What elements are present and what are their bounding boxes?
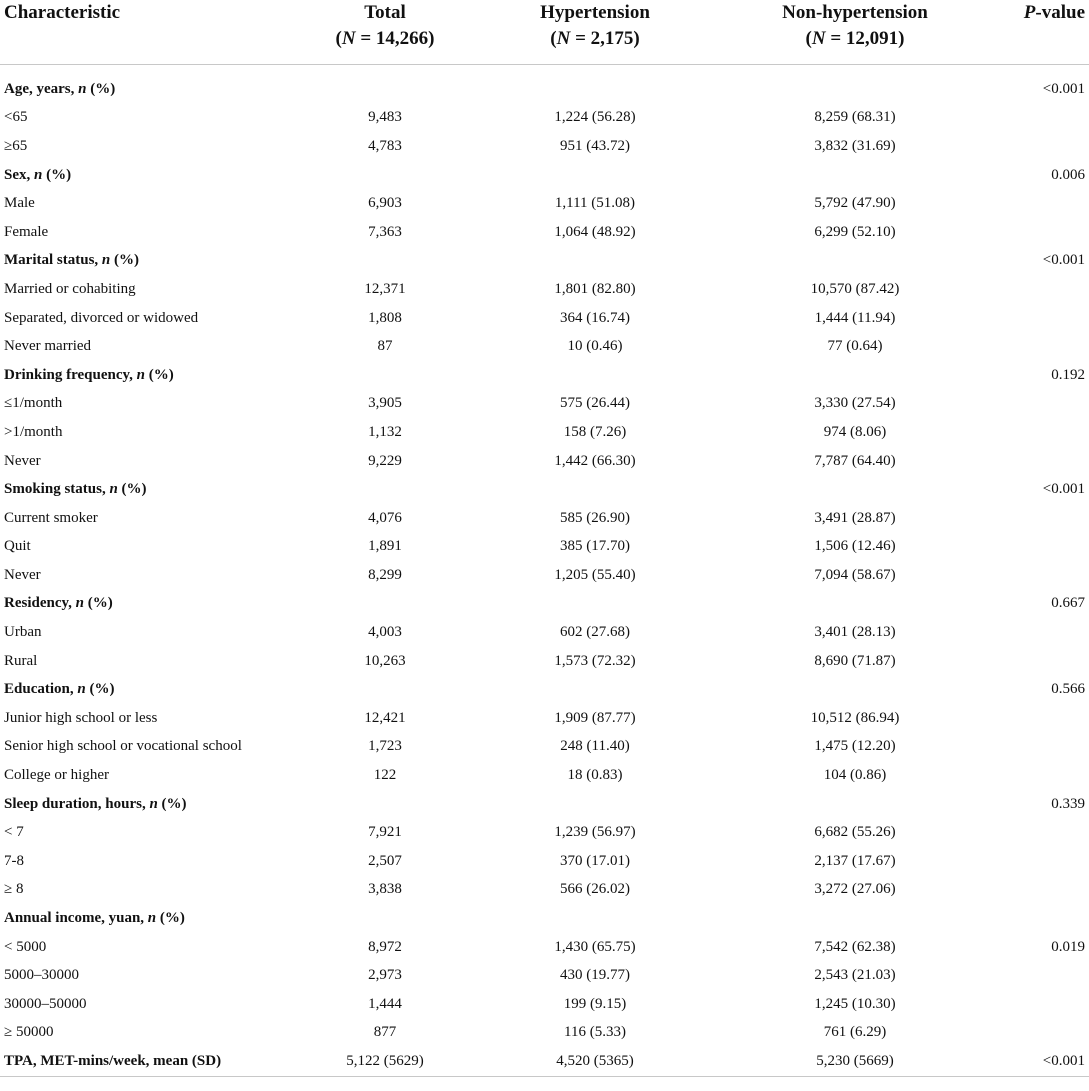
total-cell bbox=[300, 904, 470, 933]
p-value-cell bbox=[990, 104, 1089, 133]
table-row bbox=[0, 189, 1089, 218]
hypertension-cell: 1,205 (55.40) bbox=[554, 566, 636, 583]
table-row bbox=[0, 561, 1089, 590]
total-cell: 877 bbox=[373, 1024, 397, 1041]
non-hypertension-cell: 1,444 (11.94) bbox=[814, 309, 896, 326]
total-cell: 7,363 bbox=[368, 223, 402, 240]
non-hypertension-cell: 3,832 (31.69) bbox=[814, 137, 896, 154]
total-cell: 6,903 bbox=[368, 195, 402, 212]
p-value-cell bbox=[990, 904, 1089, 933]
header-spacer-row bbox=[0, 65, 1089, 76]
total-cell: 8,972 bbox=[368, 938, 402, 955]
p-value-cell bbox=[990, 132, 1089, 161]
table-row bbox=[0, 390, 1089, 419]
row-label: < 5000 bbox=[4, 938, 47, 955]
total-cell: 1,891 bbox=[368, 538, 402, 555]
table-row bbox=[0, 704, 1089, 733]
table-row bbox=[0, 961, 1089, 990]
group-row bbox=[0, 1047, 1089, 1076]
group-row bbox=[0, 590, 1089, 619]
total-cell: 4,076 bbox=[368, 509, 402, 526]
p-value-cell bbox=[990, 761, 1089, 790]
non-hypertension-cell: 2,137 (17.67) bbox=[814, 852, 896, 869]
non-hypertension-cell: 6,299 (52.10) bbox=[814, 223, 896, 240]
p-value-cell bbox=[990, 647, 1089, 676]
hypertension-cell bbox=[470, 161, 720, 190]
p-value-cell bbox=[990, 275, 1089, 304]
table-row bbox=[0, 332, 1089, 361]
row-label: ≤1/month bbox=[4, 395, 63, 412]
non-hypertension-cell: 3,330 (27.54) bbox=[814, 395, 896, 412]
hypertension-cell: 1,111 (51.08) bbox=[554, 195, 636, 212]
total-cell: 7,921 bbox=[368, 824, 402, 841]
hypertension-cell: 18 (0.83) bbox=[567, 767, 623, 784]
group-row bbox=[0, 790, 1089, 819]
total-cell: 2,973 bbox=[368, 967, 402, 984]
hypertension-cell bbox=[470, 675, 720, 704]
row-label: Never bbox=[4, 566, 41, 583]
table-row bbox=[0, 418, 1089, 447]
row-label: Never married bbox=[4, 338, 92, 355]
total-cell: 9,229 bbox=[368, 452, 402, 469]
hypertension-cell bbox=[470, 790, 720, 819]
hypertension-cell: 1,801 (82.80) bbox=[554, 280, 636, 297]
group-row bbox=[0, 75, 1089, 104]
non-hypertension-cell: 974 (8.06) bbox=[823, 423, 887, 440]
total-cell: 1,132 bbox=[368, 423, 402, 440]
hypertension-cell: 1,442 (66.30) bbox=[554, 452, 636, 469]
p-value-cell: 0.019 bbox=[1051, 938, 1085, 955]
hypertension-cell bbox=[470, 475, 720, 504]
non-hypertension-cell bbox=[720, 790, 990, 819]
total-cell: 5,122 (5629) bbox=[300, 1047, 470, 1076]
hypertension-cell: 1,430 (65.75) bbox=[554, 938, 636, 955]
header-characteristic: Characteristic bbox=[0, 0, 300, 65]
p-value-cell bbox=[990, 533, 1089, 562]
total-cell: 1,808 bbox=[368, 309, 402, 326]
hypertension-cell bbox=[470, 590, 720, 619]
hypertension-cell: 1,909 (87.77) bbox=[554, 709, 636, 726]
hypertension-cell: 575 (26.44) bbox=[560, 395, 630, 412]
non-hypertension-cell bbox=[720, 247, 990, 276]
hypertension-cell: 370 (17.01) bbox=[560, 852, 630, 869]
table-row bbox=[0, 733, 1089, 762]
hypertension-cell: 199 (9.15) bbox=[563, 995, 627, 1012]
total-cell: 1,723 bbox=[368, 738, 402, 755]
total-cell: 3,838 bbox=[368, 881, 402, 898]
non-hypertension-cell: 77 (0.64) bbox=[827, 338, 883, 355]
hypertension-cell: 585 (26.90) bbox=[560, 509, 630, 526]
total-cell bbox=[300, 590, 470, 619]
hypertension-cell: 385 (17.70) bbox=[560, 538, 630, 555]
p-value-cell bbox=[990, 818, 1089, 847]
row-label: 7-8 bbox=[4, 852, 24, 869]
total-cell: 2,507 bbox=[368, 852, 402, 869]
row-label: 30000–50000 bbox=[4, 995, 87, 1012]
p-value-cell: <0.001 bbox=[990, 1047, 1089, 1076]
table-row bbox=[0, 618, 1089, 647]
row-label: Junior high school or less bbox=[4, 709, 158, 726]
hypertension-cell: 1,239 (56.97) bbox=[554, 824, 636, 841]
table-row bbox=[0, 275, 1089, 304]
total-cell bbox=[300, 75, 470, 104]
hypertension-cell: 430 (19.77) bbox=[560, 967, 630, 984]
table-row bbox=[0, 847, 1089, 876]
table-row bbox=[0, 304, 1089, 333]
row-label: Sex, n (%) bbox=[4, 166, 72, 183]
non-hypertension-cell: 761 (6.29) bbox=[823, 1024, 887, 1041]
p-value-cell bbox=[990, 876, 1089, 905]
header-non-hypertension-label: Non-hypertension bbox=[782, 2, 928, 23]
row-label: Current smoker bbox=[4, 509, 98, 526]
p-value-cell: 0.667 bbox=[1051, 595, 1085, 612]
row-label: Smoking status, n (%) bbox=[4, 481, 147, 498]
p-value-cell bbox=[990, 504, 1089, 533]
row-label: Separated, divorced or widowed bbox=[4, 309, 199, 326]
header-total-count: (N = 14,266) bbox=[335, 28, 435, 49]
p-value-cell: <0.001 bbox=[1042, 252, 1085, 269]
non-hypertension-cell: 104 (0.86) bbox=[823, 767, 887, 784]
p-value-cell bbox=[990, 561, 1089, 590]
table-row bbox=[0, 533, 1089, 562]
p-value-cell bbox=[990, 189, 1089, 218]
hypertension-cell: 951 (43.72) bbox=[560, 137, 630, 154]
non-hypertension-cell bbox=[720, 904, 990, 933]
hypertension-cell: 602 (27.68) bbox=[560, 624, 630, 641]
table-row bbox=[0, 876, 1089, 905]
table-row bbox=[0, 132, 1089, 161]
non-hypertension-cell: 7,094 (58.67) bbox=[814, 566, 896, 583]
hypertension-cell: 364 (16.74) bbox=[560, 309, 630, 326]
row-label: Married or cohabiting bbox=[4, 280, 136, 297]
non-hypertension-cell: 10,570 (87.42) bbox=[810, 280, 900, 297]
p-value-cell: 0.566 bbox=[1051, 681, 1085, 698]
group-row bbox=[0, 675, 1089, 704]
p-value-cell: 0.192 bbox=[1051, 366, 1085, 383]
table-row bbox=[0, 104, 1089, 133]
hypertension-cell: 1,573 (72.32) bbox=[554, 652, 636, 669]
row-label: Rural bbox=[4, 652, 38, 669]
table-row bbox=[0, 990, 1089, 1019]
non-hypertension-cell: 1,506 (12.46) bbox=[814, 538, 896, 555]
hypertension-cell: 10 (0.46) bbox=[567, 338, 623, 355]
p-value-cell bbox=[990, 618, 1089, 647]
p-value-cell: 0.006 bbox=[1051, 166, 1085, 183]
total-cell: 10,263 bbox=[364, 652, 406, 669]
non-hypertension-cell bbox=[720, 475, 990, 504]
hypertension-cell: 116 (5.33) bbox=[564, 1024, 626, 1041]
non-hypertension-cell: 8,690 (71.87) bbox=[814, 652, 896, 669]
total-cell: 122 bbox=[373, 767, 397, 784]
row-label: Drinking frequency, n (%) bbox=[4, 366, 174, 383]
group-row bbox=[0, 247, 1089, 276]
non-hypertension-cell: 3,272 (27.06) bbox=[814, 881, 896, 898]
row-label: Marital status, n (%) bbox=[4, 252, 139, 269]
group-row bbox=[0, 361, 1089, 390]
non-hypertension-cell: 3,401 (28.13) bbox=[814, 624, 896, 641]
row-label: Annual income, yuan, n (%) bbox=[4, 910, 185, 927]
header-hypertension-count: (N = 2,175) bbox=[550, 28, 640, 49]
row-label: Education, n (%) bbox=[4, 681, 115, 698]
non-hypertension-cell bbox=[720, 75, 990, 104]
non-hypertension-cell: 5,230 (5669) bbox=[720, 1047, 990, 1076]
p-value-cell bbox=[990, 1019, 1089, 1048]
hypertension-cell bbox=[470, 361, 720, 390]
hypertension-cell: 1,224 (56.28) bbox=[554, 109, 636, 126]
non-hypertension-cell: 3,491 (28.87) bbox=[814, 509, 896, 526]
hypertension-cell bbox=[470, 75, 720, 104]
non-hypertension-cell bbox=[720, 590, 990, 619]
non-hypertension-cell: 6,682 (55.26) bbox=[814, 824, 896, 841]
group-row bbox=[0, 475, 1089, 504]
table-body bbox=[0, 65, 1089, 1077]
row-label: < 7 bbox=[4, 824, 24, 841]
non-hypertension-cell bbox=[720, 361, 990, 390]
row-label: ≥ 50000 bbox=[4, 1024, 54, 1041]
row-label: Urban bbox=[4, 624, 42, 641]
group-row bbox=[0, 904, 1089, 933]
non-hypertension-cell: 7,787 (64.40) bbox=[814, 452, 896, 469]
total-cell: 3,905 bbox=[368, 395, 402, 412]
total-cell: 12,371 bbox=[364, 280, 406, 297]
hypertension-cell: 566 (26.02) bbox=[560, 881, 630, 898]
header-total-label: Total bbox=[364, 2, 406, 23]
hypertension-cell bbox=[470, 247, 720, 276]
hypertension-cell: 4,520 (5365) bbox=[470, 1047, 720, 1076]
row-label: Sleep duration, hours, n (%) bbox=[4, 795, 187, 812]
total-cell bbox=[300, 161, 470, 190]
hypertension-cell bbox=[470, 904, 720, 933]
non-hypertension-cell: 5,792 (47.90) bbox=[814, 195, 896, 212]
p-value-cell bbox=[990, 733, 1089, 762]
table-row bbox=[0, 647, 1089, 676]
total-cell bbox=[300, 790, 470, 819]
total-cell bbox=[300, 247, 470, 276]
total-cell bbox=[300, 675, 470, 704]
row-label: TPA, MET-mins/week, mean (SD) bbox=[0, 1047, 300, 1076]
total-cell: 4,003 bbox=[368, 624, 402, 641]
row-label: Senior high school or vocational school bbox=[4, 738, 242, 755]
non-hypertension-cell bbox=[720, 675, 990, 704]
p-value-cell bbox=[990, 961, 1089, 990]
p-value-cell bbox=[990, 847, 1089, 876]
total-cell: 4,783 bbox=[368, 137, 402, 154]
hypertension-cell: 158 (7.26) bbox=[563, 423, 627, 440]
p-value-cell bbox=[990, 390, 1089, 419]
header-p-value: P-value bbox=[990, 0, 1089, 65]
p-value-cell bbox=[990, 304, 1089, 333]
row-label: ≥ 8 bbox=[4, 881, 24, 898]
table-row bbox=[0, 447, 1089, 476]
row-label: Age, years, n (%) bbox=[4, 80, 116, 97]
header-total bbox=[300, 0, 470, 65]
header-hypertension bbox=[470, 0, 720, 65]
header-non-hypertension-count: (N = 12,091) bbox=[805, 28, 905, 49]
table-row bbox=[0, 761, 1089, 790]
p-value-cell bbox=[990, 990, 1089, 1019]
group-row bbox=[0, 161, 1089, 190]
hypertension-cell: 248 (11.40) bbox=[560, 738, 630, 755]
hypertension-cell: 1,064 (48.92) bbox=[554, 223, 636, 240]
table-row bbox=[0, 504, 1089, 533]
row-label: ≥65 bbox=[4, 137, 28, 154]
p-value-cell: <0.001 bbox=[1042, 481, 1085, 498]
row-label: 5000–30000 bbox=[4, 967, 79, 984]
non-hypertension-cell: 7,542 (62.38) bbox=[814, 938, 896, 955]
non-hypertension-cell: 1,475 (12.20) bbox=[814, 738, 896, 755]
table-row bbox=[0, 1019, 1089, 1048]
header-hypertension-label: Hypertension bbox=[540, 2, 650, 23]
non-hypertension-cell bbox=[720, 161, 990, 190]
row-label: >1/month bbox=[4, 423, 63, 440]
row-label: <65 bbox=[4, 109, 28, 126]
total-cell bbox=[300, 361, 470, 390]
p-value-cell bbox=[990, 218, 1089, 247]
row-label: Residency, n (%) bbox=[4, 595, 113, 612]
non-hypertension-cell: 10,512 (86.94) bbox=[810, 709, 900, 726]
p-value-cell: <0.001 bbox=[1042, 80, 1085, 97]
total-cell: 9,483 bbox=[368, 109, 402, 126]
row-label: Female bbox=[4, 223, 49, 240]
p-value-cell bbox=[990, 704, 1089, 733]
table-row bbox=[0, 218, 1089, 247]
total-cell: 1,444 bbox=[368, 995, 402, 1012]
p-value-cell bbox=[990, 447, 1089, 476]
non-hypertension-cell: 1,245 (10.30) bbox=[814, 995, 896, 1012]
header-non-hypertension bbox=[720, 0, 990, 65]
non-hypertension-cell: 2,543 (21.03) bbox=[814, 967, 896, 984]
total-cell: 8,299 bbox=[368, 566, 402, 583]
row-label: Quit bbox=[4, 538, 31, 555]
p-value-cell: 0.339 bbox=[1051, 795, 1085, 812]
p-value-cell bbox=[990, 418, 1089, 447]
row-label: Male bbox=[4, 195, 35, 212]
table-row bbox=[0, 933, 1089, 962]
total-cell: 87 bbox=[377, 338, 393, 355]
table-row bbox=[0, 818, 1089, 847]
table-header-row bbox=[0, 0, 1089, 65]
total-cell bbox=[300, 475, 470, 504]
non-hypertension-cell: 8,259 (68.31) bbox=[814, 109, 896, 126]
p-value-cell bbox=[990, 332, 1089, 361]
total-cell: 12,421 bbox=[364, 709, 406, 726]
row-label: Never bbox=[4, 452, 41, 469]
row-label: College or higher bbox=[4, 767, 109, 784]
